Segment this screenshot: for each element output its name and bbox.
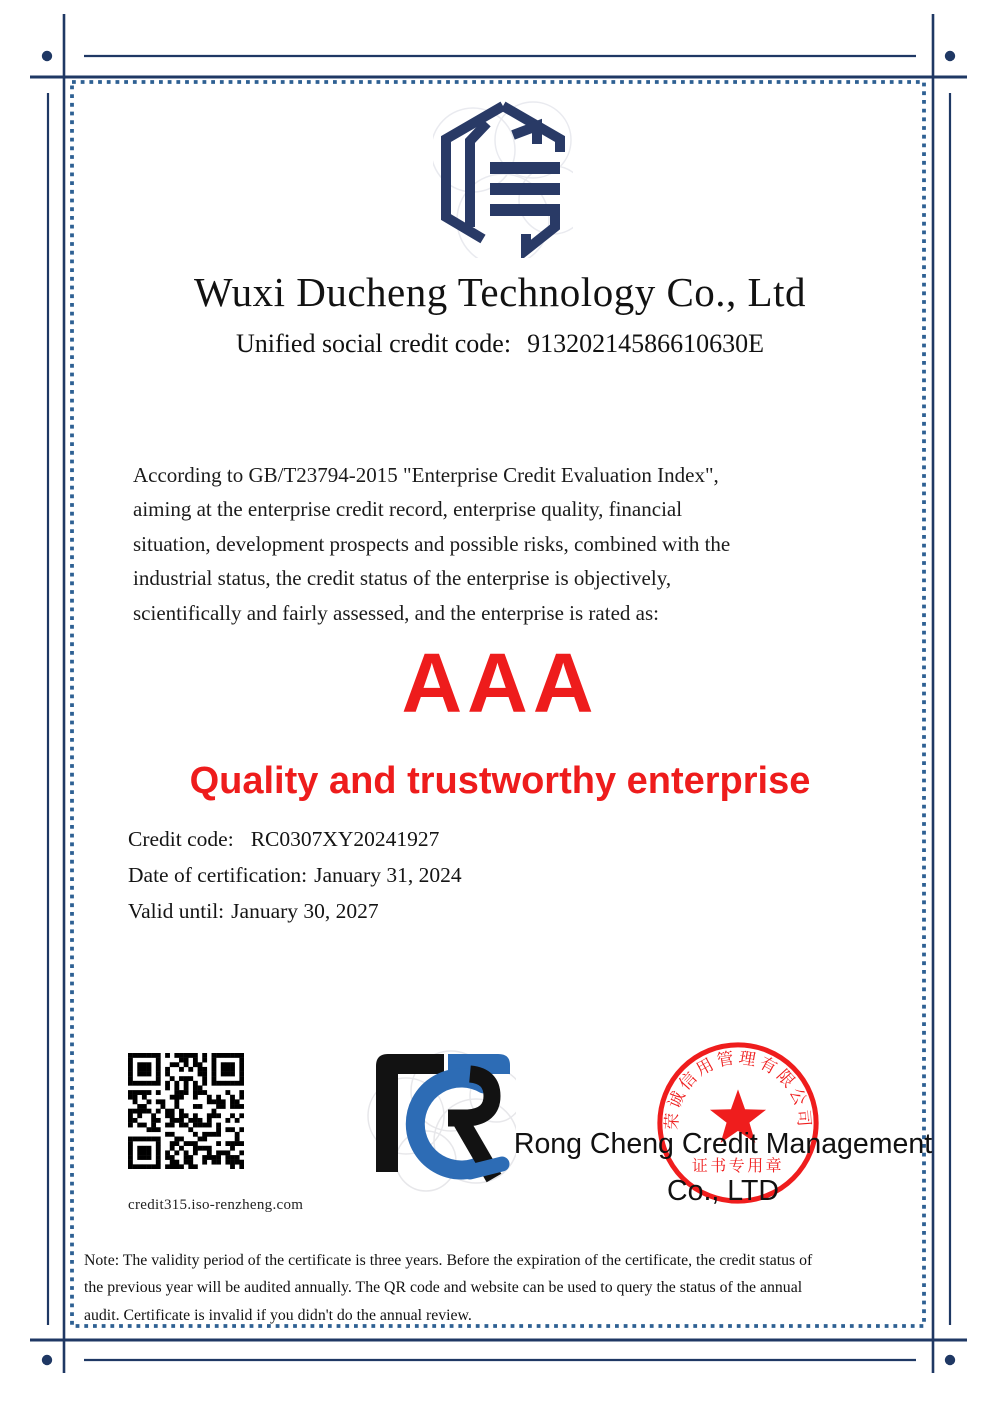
valid-until-value: January 30, 2027 [231,898,379,923]
note-line: the previous year will be audited annually. The QR code and website can be used to query the status of the annual [84,1279,803,1297]
valid-until-label: Valid until: [128,898,225,923]
credit-code-row [128,822,462,858]
certification-date-row [128,858,462,894]
note-line: audit. Certificate is invalid if you didn't do the annual review. [84,1306,472,1324]
certificate-details [128,822,462,929]
rating-grade: AAA [401,636,599,730]
evaluation-paragraph [133,458,883,630]
valid-until-row [128,894,462,930]
evaluation-line: industrial status, the credit status of the enterprise is objectively, [133,566,672,591]
evaluation-line: aiming at the enterprise credit record, enterprise quality, financial [133,497,683,522]
evaluation-line: scientifically and fairly assessed, and the enterprise is rated as: [133,600,659,625]
certification-date-label: Date of certification: [128,862,308,887]
rating-title: Quality and trustworthy enterprise [189,760,811,802]
evaluation-line: According to GB/T23794-2015 "Enterprise Credit Evaluation Index", [133,463,719,487]
qr-code [128,1053,244,1169]
certification-date-value: January 31, 2024 [314,862,462,887]
unified-credit-code-value: 91320214586610630E [527,329,764,358]
issuer-name-line2: Co., LTD [667,1175,779,1207]
qr-caption: credit315.iso-renzheng.com [128,1197,304,1213]
issuer-name-line1: Rong Cheng Credit Management [513,1128,933,1160]
credit-emblem-icon [433,100,573,258]
rc-logo-icon [366,1046,516,1194]
credit-code-value: RC0307XY20241927 [250,827,440,851]
evaluation-line: situation, development prospects and possible risks, combined with the [133,531,731,556]
seal-bottom-text: 证书专用章 [691,1155,785,1175]
seal-arc-text: 荣诚信用管理有限公司 [661,1047,815,1131]
note-text [84,1247,929,1329]
note-line: Note: The validity period of the certificate is three years. Before the expiration of the certificate, the credit status of [84,1252,813,1269]
unified-credit-code-line [0,329,1000,359]
unified-credit-code-label: Unified social credit code: [236,329,512,358]
credit-code-label: Credit code: [128,827,234,851]
company-name: Wuxi Ducheng Technology Co., Ltd [194,269,806,315]
